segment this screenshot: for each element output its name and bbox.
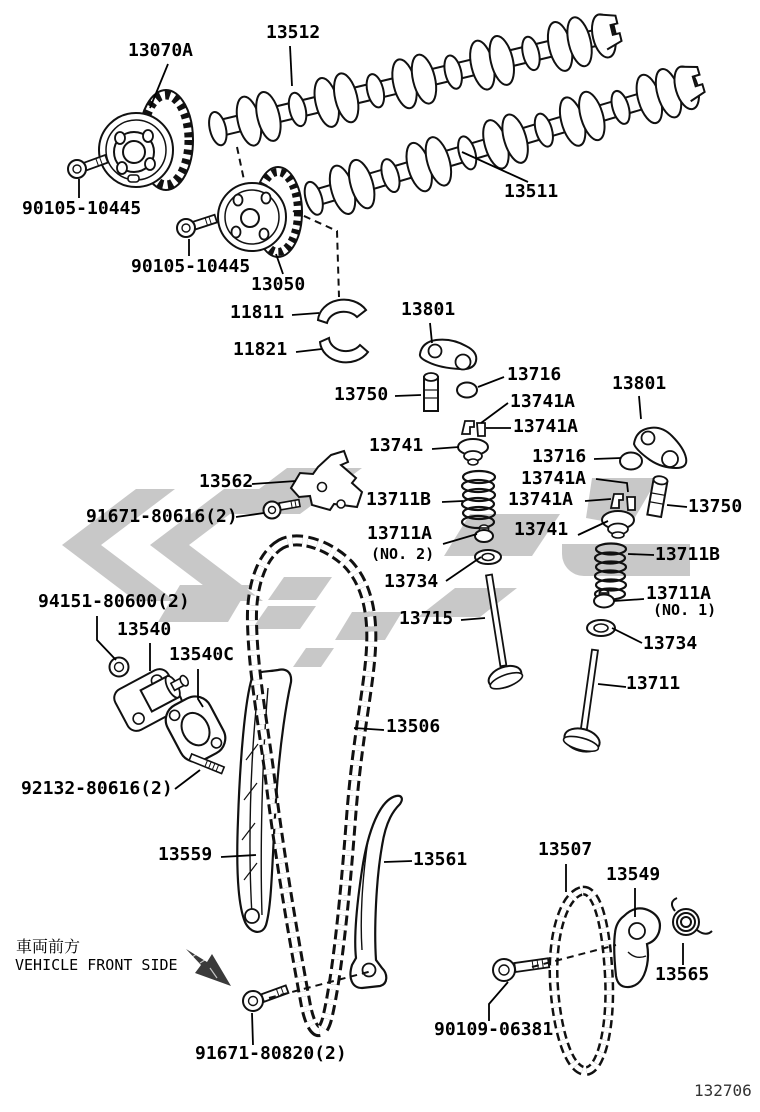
chain-guide-13561-drawing bbox=[350, 796, 401, 988]
part-label-91671-80820: 91671-80820(2) bbox=[195, 1043, 347, 1064]
part-label-13734-left: 13734 bbox=[384, 571, 439, 592]
part-label-13711a-no1: 13711A bbox=[646, 583, 712, 604]
part-label-90105-10445-1: 90105-10445 bbox=[22, 198, 142, 219]
spring-retainer-13741-left-drawing bbox=[458, 439, 488, 465]
part-label-13741-right: 13741 bbox=[514, 519, 569, 540]
nut-94151-80600-drawing bbox=[110, 658, 129, 677]
part-label-13711: 13711 bbox=[626, 673, 681, 694]
vehicle-front-arrow bbox=[186, 949, 231, 986]
part-label-13801-left: 13801 bbox=[401, 299, 456, 320]
part-label-90109-06381: 90109-06381 bbox=[434, 1019, 554, 1040]
part-label-90105-10445-2: 90105-10445 bbox=[131, 256, 251, 277]
part-label-13715: 13715 bbox=[399, 608, 454, 629]
vehicle-front-note-jp: 車両前方 bbox=[16, 937, 81, 956]
part-label-13565: 13565 bbox=[655, 964, 710, 985]
part-label-13750-right: 13750 bbox=[688, 496, 743, 517]
part-label-13741a-r2: 13741A bbox=[508, 489, 574, 510]
part-label-13711a-no2: 13711A bbox=[367, 523, 433, 544]
bolt-91671-80820-drawing bbox=[243, 985, 288, 1011]
part-label-13511: 13511 bbox=[504, 181, 559, 202]
part-label-13070a: 13070A bbox=[128, 40, 194, 61]
part-label-91671-80616: 91671-80616(2) bbox=[86, 506, 238, 527]
part-label-13801-right: 13801 bbox=[612, 373, 667, 394]
cap-13716-right-drawing bbox=[620, 453, 642, 470]
part-label-no2: (NO. 2) bbox=[371, 545, 435, 563]
part-label-92132-80616: 92132-80616(2) bbox=[21, 778, 173, 799]
part-label-13559: 13559 bbox=[158, 844, 213, 865]
part-label-13711b-right: 13711B bbox=[655, 544, 721, 565]
part-label-13507: 13507 bbox=[538, 839, 593, 860]
part-label-11811: 11811 bbox=[230, 302, 285, 323]
part-label-13549: 13549 bbox=[606, 864, 661, 885]
part-label-13741a-r1: 13741A bbox=[521, 468, 587, 489]
part-label-13050: 13050 bbox=[251, 274, 306, 295]
bolt-90105-10445-2-drawing bbox=[177, 215, 217, 237]
drawing-number: 132706 bbox=[694, 1081, 752, 1100]
part-label-13741a-u1: 13741A bbox=[510, 391, 576, 412]
vvt-gear-13070a-drawing bbox=[99, 90, 193, 190]
washer-13734-left-drawing bbox=[475, 550, 501, 564]
part-label-13750-left: 13750 bbox=[334, 384, 389, 405]
part-label-13540: 13540 bbox=[117, 619, 172, 640]
part-label-no1: (NO. 1) bbox=[653, 601, 717, 619]
part-label-13716-right: 13716 bbox=[532, 446, 587, 467]
part-label-13561: 13561 bbox=[413, 849, 468, 870]
part-label-13716-upper: 13716 bbox=[507, 364, 562, 385]
chain-13507-drawing bbox=[554, 891, 610, 1071]
part-label-13562: 13562 bbox=[199, 471, 254, 492]
vehicle-front-note-en: VEHICLE FRONT SIDE bbox=[15, 956, 178, 974]
washer-13734-right-drawing bbox=[587, 620, 615, 636]
tensioner-slipper-13549-drawing bbox=[614, 908, 660, 987]
part-label-13741a-u2: 13741A bbox=[513, 416, 579, 437]
part-label-13540c: 13540C bbox=[169, 644, 235, 665]
spring-seat-13711a-no1-drawing bbox=[594, 590, 614, 608]
valve-13711-drawing bbox=[562, 650, 602, 756]
part-label-13512: 13512 bbox=[266, 22, 321, 43]
bearing-11821-drawing bbox=[320, 338, 368, 362]
part-label-13506: 13506 bbox=[386, 716, 441, 737]
vvt-gear-13050-drawing bbox=[218, 167, 302, 257]
bolt-90109-06381-drawing bbox=[493, 958, 549, 981]
bearing-11811-drawing bbox=[318, 300, 366, 323]
part-label-13711b-left: 13711B bbox=[366, 489, 432, 510]
part-label-11821: 11821 bbox=[233, 339, 288, 360]
part-label-13741-left: 13741 bbox=[369, 435, 424, 456]
cap-13716-left-drawing bbox=[457, 383, 477, 398]
rocker-arm-13801-left-drawing bbox=[420, 340, 476, 370]
part-label-94151-80600: 94151-80600(2) bbox=[38, 591, 190, 612]
part-label-13734-right: 13734 bbox=[643, 633, 698, 654]
lash-adjuster-13750-left-drawing bbox=[424, 373, 438, 411]
spring-retainer-13741-right-drawing bbox=[602, 511, 634, 538]
spring-13565-drawing bbox=[672, 898, 712, 935]
